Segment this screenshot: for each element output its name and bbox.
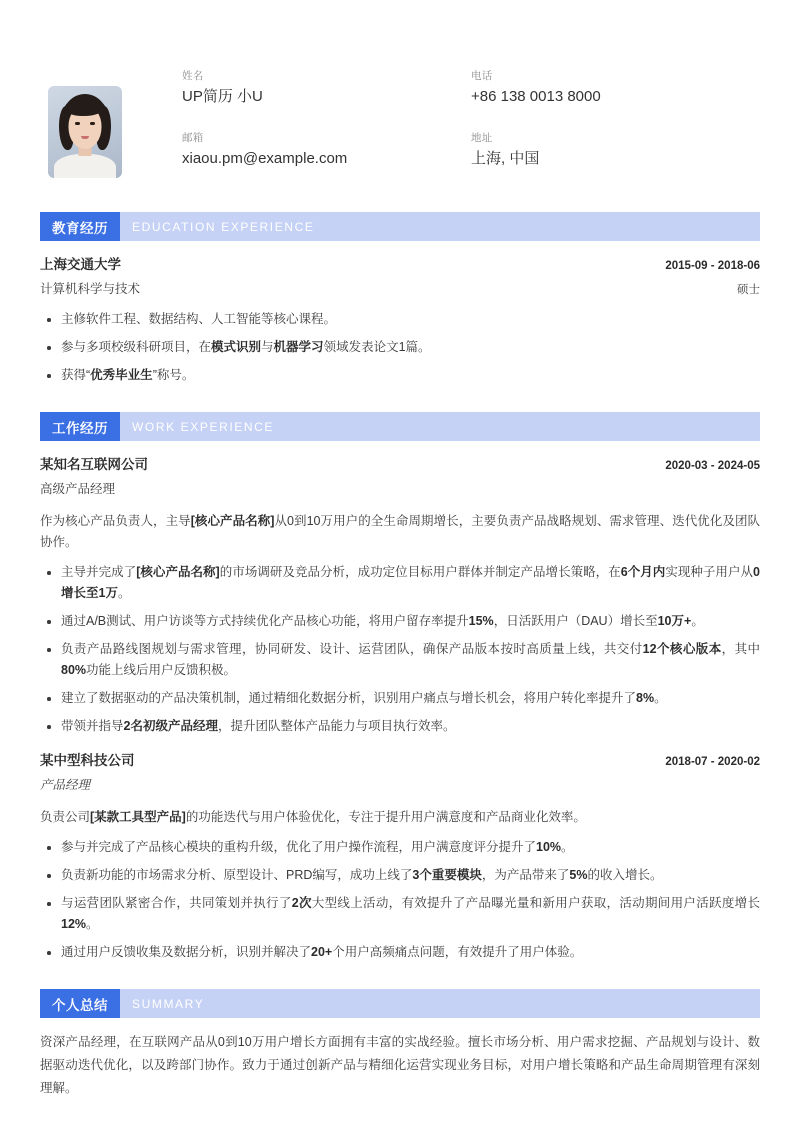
field-value-address: 上海, 中国 (471, 150, 540, 167)
photo-eye-left (75, 122, 80, 125)
section-title-cn-summary: 个人总结 (40, 989, 120, 1018)
work-entry-1 (40, 455, 760, 737)
bullet-item: 获得“优秀毕业生”称号。 (40, 365, 760, 386)
work-entry-2 (40, 751, 760, 963)
education-bullets (40, 309, 760, 386)
education-degree: 硕士 (737, 284, 760, 296)
photo-eye-right (90, 122, 95, 125)
bullet-item: 主导并完成了[核心产品名称]的市场调研及竞品分析，成功定位目标用户群体并制定产品增长策略，在6个月内实现种子用户从0增长至1万。 (40, 562, 760, 604)
section-title-en-work: WORK EXPERIENCE (120, 412, 760, 441)
work-entry-1-sub (40, 480, 760, 499)
contact-column-right (471, 68, 760, 178)
work-desc-2: 负责公司[某款工具型产品]的功能迭代与用户体验优化，专注于提升用户满意度和产品商业化效率。 (40, 810, 586, 824)
field-value-email: xiaou.pm@example.com (182, 150, 348, 167)
bullet-item: 与运营团队紧密合作，共同策划并执行了2次大型线上活动，有效提升了产品曝光量和新用户获取，活动期间用户活跃度增长12%。 (40, 893, 760, 935)
field-name (182, 68, 471, 107)
contact-column-left (182, 68, 471, 178)
education-entry (40, 255, 760, 386)
field-label-address: 地址 (471, 132, 493, 144)
education-major: 计算机科学与技术 (40, 282, 141, 296)
work-company-2: 某中型科技公司 (40, 753, 135, 768)
bullet-item: 负责产品路线图规划与需求管理，协同研发、设计、运营团队，确保产品版本按时高质量上线，共交付12个核心版本，其中80%功能上线后用户反馈积极。 (40, 639, 760, 681)
education-entry-top (40, 255, 760, 276)
work-date-1: 2020-03 - 2024-05 (665, 460, 760, 472)
summary-text: 资深产品经理，在互联网产品从0到10万用户增长方面拥有丰富的实战经验。擅长市场分析、用户需求挖掘、产品规划与设计、数据驱动迭代优化，以及跨部门协作。致力于通过创新产品与精细化运营实现业务目标，对用户增长策略和产品生命周期管理有深刻理解。 (40, 1035, 760, 1095)
education-entry-sub (40, 280, 760, 300)
field-value-phone: +86 138 0013 8000 (471, 88, 601, 105)
field-label-name: 姓名 (182, 70, 204, 82)
work-entry-2-sub (40, 776, 760, 795)
field-email (182, 130, 471, 169)
section-header-summary (40, 989, 760, 1018)
work-role-2: 产品经理 (40, 778, 91, 792)
work-entry-1-top (40, 455, 760, 476)
resume-header (40, 0, 760, 186)
work-bullets-2 (40, 837, 760, 963)
field-value-name: UP简历 小U (182, 88, 263, 105)
section-title-en-education: EDUCATION EXPERIENCE (120, 212, 760, 241)
bullet-item: 带领并指导2名初级产品经理，提升团队整体产品能力与项目执行效率。 (40, 716, 760, 737)
photo-column (40, 46, 130, 178)
field-phone (471, 68, 760, 107)
section-header-work (40, 412, 760, 441)
bullet-item: 通过用户反馈收集及数据分析，识别并解决了20+个用户高频痛点问题，有效提升了用户体验。 (40, 942, 760, 963)
section-title-cn-work: 工作经历 (40, 412, 120, 441)
work-role-1: 高级产品经理 (40, 482, 116, 496)
section-header-education (40, 212, 760, 241)
section-title-en-summary: SUMMARY (120, 989, 760, 1018)
bullet-item: 主修软件工程、数据结构、人工智能等核心课程。 (40, 309, 760, 330)
education-date: 2015-09 - 2018-06 (665, 260, 760, 272)
work-entry-2-top (40, 751, 760, 772)
photo-body (54, 154, 116, 178)
section-title-cn-education: 教育经历 (40, 212, 120, 241)
education-school: 上海交通大学 (40, 257, 121, 272)
bullet-item: 通过A/B测试、用户访谈等方式持续优化产品核心功能，将用户留存率提升15%，日活跃用户（DAU）增长至10万+。 (40, 611, 760, 632)
profile-photo (48, 86, 122, 178)
work-desc-1: 作为核心产品负责人，主导[核心产品名称]从0到10万用户的全生命周期增长，主要负责产品战略规划、需求管理、迭代优化及团队协作。 (40, 514, 760, 549)
contact-info (130, 46, 760, 178)
field-label-email: 邮箱 (182, 132, 204, 144)
work-company-1: 某知名互联网公司 (40, 457, 148, 472)
work-date-2: 2018-07 - 2020-02 (665, 756, 760, 768)
work-bullets-1 (40, 562, 760, 737)
bullet-item: 建立了数据驱动的产品决策机制，通过精细化数据分析，识别用户痛点与增长机会，将用户转化率提升了8%。 (40, 688, 760, 709)
bullet-item: 参与多项校级科研项目，在模式识别与机器学习领域发表论文1篇。 (40, 337, 760, 358)
field-address (471, 130, 760, 169)
bullet-item: 参与并完成了产品核心模块的重构升级，优化了用户操作流程，用户满意度评分提升了10%。 (40, 837, 760, 858)
field-label-phone: 电话 (471, 70, 493, 82)
bullet-item: 负责新功能的市场需求分析、原型设计、PRD编写，成功上线了3个重要模块，为产品带来了5%的收入增长。 (40, 865, 760, 886)
